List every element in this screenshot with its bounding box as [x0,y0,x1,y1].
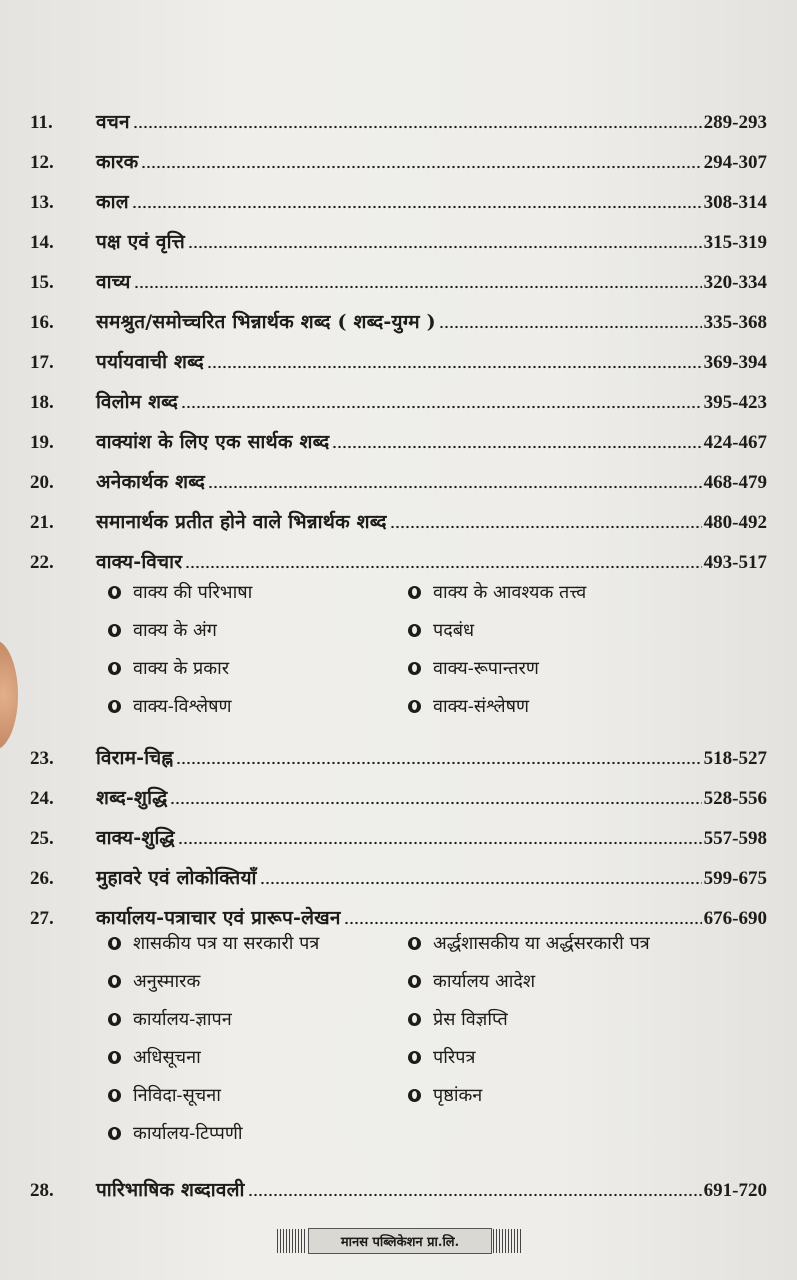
entry-line [96,188,767,214]
entry-number: 14. [30,232,54,253]
entry-pages: 493-517 [703,552,767,573]
subtopic-item [108,1002,232,1036]
bullet-icon [108,586,121,599]
entry-number: 19. [30,432,54,453]
subtopic-item [108,651,229,685]
entry-line [96,268,767,294]
entry-title: वाक्य-शुद्धि [96,827,175,849]
subtopic-label: वाक्य-संश्लेषण [433,696,530,717]
toc-entry [0,460,797,496]
bullet-icon [408,937,421,950]
subtopic-item [408,926,650,960]
dot-leader [133,125,702,129]
subtopic-item [408,575,586,609]
thumb [0,640,18,750]
entry-number: 24. [30,788,54,809]
subtopic-item [408,651,539,685]
dot-leader [176,761,701,765]
toc-entry [0,260,797,296]
bullet-icon [408,662,421,675]
entry-number: 28. [30,1180,54,1201]
subtopic-item [408,689,529,723]
entry-title: वाक्य-विचार [96,551,183,573]
subtopic-item [108,1078,221,1112]
subtopic-item [408,1040,475,1074]
entry-title: अनेकार्थक शब्द [96,471,206,493]
subtopic-label: पदबंध [433,620,475,641]
entry-pages: 395-423 [703,392,767,413]
entry-title: काल [96,191,129,213]
entry-number: 25. [30,828,54,849]
entry-number: 11. [30,112,53,133]
bullet-icon [408,1051,421,1064]
dot-leader [390,525,702,529]
toc-entry [0,100,797,136]
dot-leader [208,485,702,489]
entry-title: कारक [96,151,139,173]
entry-title: वाच्य [96,271,131,293]
entry-pages: 557-598 [703,828,767,849]
entry-title: समानार्थक प्रतीत होने वाले भिन्नार्थक शब्द [96,511,387,533]
entry-line [96,784,767,810]
entry-pages: 320-334 [703,272,767,293]
bullet-icon [108,975,121,988]
bullet-icon [108,700,121,713]
entry-title: पारिभाषिक शब्दावली [96,1179,245,1201]
entry-title: पर्यायवाची शब्द [96,351,204,373]
subtopic-label: निविदा-सूचना [133,1085,221,1106]
subtopic-label: अधिसूचना [133,1047,201,1068]
entry-line [96,824,767,850]
bullet-icon [108,1013,121,1026]
entry-pages: 518-527 [703,748,767,769]
entry-title: वाक्यांश के लिए एक सार्थक शब्द [96,431,330,453]
bullet-icon [108,1127,121,1140]
entry-line [96,228,767,254]
dot-leader [439,325,702,329]
subtopic-item [108,689,232,723]
entry-pages: 294-307 [703,152,767,173]
entry-line [96,388,767,414]
subtopic-label: वाक्य-रूपान्तरण [433,658,539,679]
entry-line [96,428,767,454]
subtopic-item [408,964,535,998]
toc-entry [0,500,797,536]
subtopic-item [108,926,319,960]
dot-leader [170,801,701,805]
entry-pages: 599-675 [703,868,767,889]
entry-number: 12. [30,152,54,173]
subtopic-label: कार्यालय-ज्ञापन [133,1009,232,1030]
toc-entry [0,220,797,256]
subtopic-item [408,1078,482,1112]
subtopic-item [108,964,200,998]
subtopic-label: वाक्य की परिभाषा [133,582,253,603]
publisher-name: मानस पब्लिकेशन प्रा.लि. [340,1235,460,1250]
entry-line [96,508,767,534]
entry-line [96,1176,767,1202]
entry-line [96,348,767,374]
entry-pages: 676-690 [703,908,767,929]
entry-number: 22. [30,552,54,573]
entry-line [96,548,767,574]
subtopic-label: वाक्य के आवश्यक तत्त्व [433,582,587,603]
dot-leader [344,921,702,925]
bullet-icon [408,700,421,713]
bullet-icon [408,624,421,637]
subtopic-label: परिपत्र [433,1047,476,1068]
bullet-icon [108,624,121,637]
entry-number: 13. [30,192,54,213]
entry-number: 27. [30,908,54,929]
toc-entry [0,340,797,376]
entry-title: पक्ष एवं वृत्ति [96,231,185,253]
entry-pages: 528-556 [703,788,767,809]
entry-line [96,864,767,890]
bullet-icon [408,586,421,599]
entry-number: 26. [30,868,54,889]
subtopic-label: अर्द्धशासकीय या अर्द्धसरकारी पत्र [433,933,650,954]
dot-leader [207,365,702,369]
entry-line [96,308,767,334]
dot-leader [248,1193,702,1197]
entry-pages: 369-394 [703,352,767,373]
entry-number: 15. [30,272,54,293]
entry-number: 17. [30,352,54,373]
entry-title: कार्यालय-पत्राचार एवं प्रारूप-लेखन [96,907,341,929]
entry-pages: 315-319 [703,232,767,253]
entry-pages: 424-467 [703,432,767,453]
dot-leader [260,881,702,885]
dot-leader [178,841,702,845]
entry-line [96,108,767,134]
toc-entry [0,180,797,216]
toc-entry [0,776,797,812]
subtopic-item [408,1002,508,1036]
subtopic-label: वाक्य के अंग [133,620,217,641]
toc-entry [0,380,797,416]
bullet-icon [108,1089,121,1102]
dot-leader [132,205,702,209]
entry-pages: 468-479 [703,472,767,493]
bullet-icon [408,1013,421,1026]
toc-entry [0,816,797,852]
dot-leader [181,405,702,409]
bullet-icon [108,662,121,675]
toc-entry [0,856,797,892]
bullet-icon [408,1089,421,1102]
subtopic-label: वाक्य के प्रकार [133,658,230,679]
subtopic-item [108,1040,201,1074]
entry-title: विराम-चिह्न [96,747,174,769]
entry-number: 23. [30,748,54,769]
toc-entry [0,300,797,336]
toc-entry [0,140,797,176]
entry-title: समश्रुत/समोच्चरित भिन्नार्थक शब्द ( शब्द-युग्म ) [96,311,436,333]
entry-title: विलोम शब्द [96,391,179,413]
subtopic-label: कार्यालय-टिप्पणी [133,1123,243,1144]
bullet-icon [408,975,421,988]
entry-title: मुहावरे एवं लोकोक्तियाँ [96,867,257,889]
bullet-icon [108,1051,121,1064]
entry-pages: 691-720 [703,1180,767,1201]
subtopic-label: शासकीय पत्र या सरकारी पत्र [133,933,320,954]
dot-leader [141,165,701,169]
subtopic-label: पृष्ठांकन [433,1085,483,1106]
entry-pages: 308-314 [703,192,767,213]
toc-entry [0,1168,797,1204]
entry-line [96,468,767,494]
subtopic-label: कार्यालय आदेश [433,971,536,992]
subtopic-item [408,613,474,647]
subtopic-item [108,613,217,647]
bullet-icon [108,937,121,950]
entry-line [96,148,767,174]
toc-entry [0,420,797,456]
subtopic-label: अनुस्मारक [133,971,201,992]
subtopic-item [108,1116,243,1150]
dot-leader [332,445,701,449]
subtopic-item [108,575,252,609]
entry-title: वचन [96,111,130,133]
entry-title: शब्द-शुद्धि [96,787,168,809]
publisher-footer [308,1228,492,1254]
dot-leader [188,245,702,249]
dot-leader [185,565,701,569]
entry-pages: 335-368 [703,312,767,333]
toc-entry [0,736,797,772]
entry-number: 18. [30,392,54,413]
entry-pages: 480-492 [703,512,767,533]
dot-leader [134,285,702,289]
toc-entry [0,540,797,576]
entry-number: 16. [30,312,54,333]
entry-pages: 289-293 [703,112,767,133]
entry-number: 21. [30,512,54,533]
subtopic-label: प्रेस विज्ञप्ति [433,1009,508,1030]
subtopic-label: वाक्य-विश्लेषण [133,696,232,717]
entry-line [96,744,767,770]
entry-number: 20. [30,472,54,493]
